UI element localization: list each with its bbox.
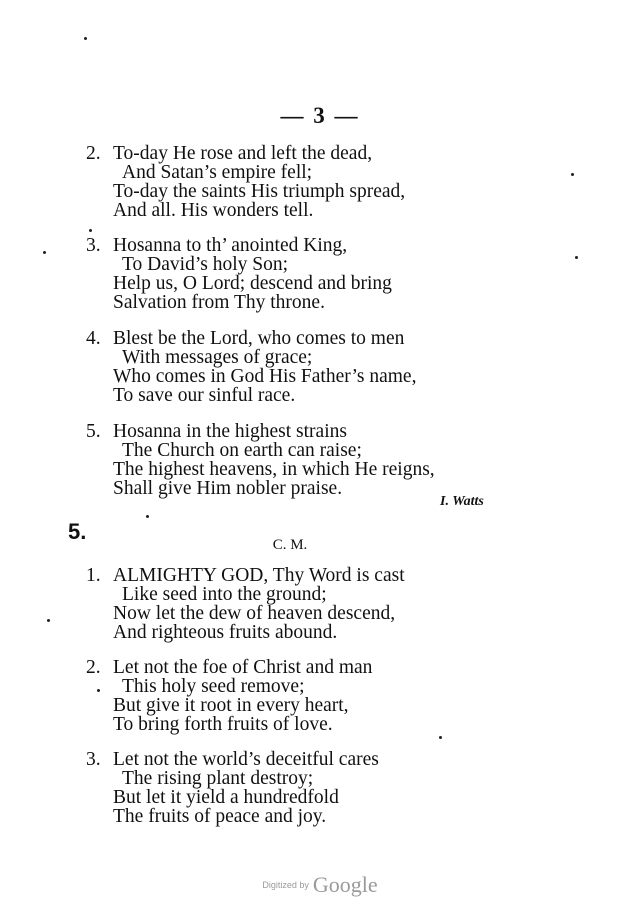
- scan-speck: [439, 736, 442, 739]
- verse-line: The fruits of peace and joy.: [113, 806, 327, 827]
- verse-line: With messages of grace;: [122, 347, 313, 368]
- verse-line: The rising plant destroy;: [122, 768, 314, 789]
- verse-line: To-day the saints His triumph spread,: [113, 181, 406, 202]
- verse-line: But give it root in every heart,: [113, 695, 349, 716]
- verse-line: The highest heavens, in which He reigns,: [113, 459, 435, 480]
- meter-label: C. M.: [272, 537, 308, 553]
- verse-line: And righteous fruits abound.: [113, 622, 338, 643]
- scan-speck: [84, 37, 87, 40]
- verse-line: Blest be the Lord, who comes to men: [113, 328, 405, 349]
- verse-line: Now let the dew of heaven descend,: [113, 603, 396, 624]
- verse-line: But let it yield a hundredfold: [113, 787, 339, 808]
- verse-line: Let not the foe of Christ and man: [113, 657, 373, 678]
- stanza-number: 4.: [86, 328, 101, 349]
- verse-line: To-day He rose and left the dead,: [113, 143, 373, 164]
- verse-line: And Satan’s empire fell;: [122, 162, 313, 183]
- stanza-number: 1.: [86, 565, 101, 586]
- verse-line: ALMIGHTY GOD, Thy Word is cast: [113, 565, 405, 586]
- verse-line: To save our sinful race.: [113, 385, 296, 406]
- scan-speck: [97, 689, 100, 692]
- verse-line: Shall give Him nobler praise.: [113, 478, 343, 499]
- verse-line: To bring forth fruits of love.: [113, 714, 333, 735]
- verse-line: And all. His wonders tell.: [113, 200, 314, 221]
- verse-line: This holy seed remove;: [122, 676, 305, 697]
- google-wordmark: Google: [312, 872, 378, 897]
- scan-speck: [146, 515, 149, 518]
- stanza-number: 3.: [86, 235, 101, 256]
- verse-line: Let not the world’s deceitful cares: [113, 749, 379, 770]
- scan-speck: [47, 619, 50, 622]
- digitized-by-label: Digitized by: [262, 880, 309, 890]
- stanza-number: 5.: [86, 421, 101, 442]
- verse-line: To David’s holy Son;: [122, 254, 289, 275]
- verse-line: The Church on earth can raise;: [122, 440, 362, 461]
- verse-line: Help us, O Lord; descend and bring: [113, 273, 392, 294]
- stanza-number: 3.: [86, 749, 101, 770]
- verse-line: Hosanna to th’ anointed King,: [113, 235, 348, 256]
- scan-speck: [571, 173, 574, 176]
- hymn-number: 5.: [68, 519, 87, 544]
- scan-speck: [575, 256, 578, 259]
- verse-line: Hosanna in the highest strains: [113, 421, 347, 442]
- page-number: — 3 —: [280, 103, 360, 128]
- scan-speck: [89, 229, 92, 232]
- author-attribution: I. Watts: [440, 494, 484, 509]
- digitized-footer: [0, 872, 640, 898]
- verse-line: Who comes in God His Father’s name,: [113, 366, 417, 387]
- stanza-number: 2.: [86, 657, 101, 678]
- stanza-number: 2.: [86, 143, 101, 164]
- verse-line: Salvation from Thy throne.: [113, 292, 325, 313]
- scan-speck: [43, 251, 46, 254]
- verse-line: Like seed into the ground;: [122, 584, 327, 605]
